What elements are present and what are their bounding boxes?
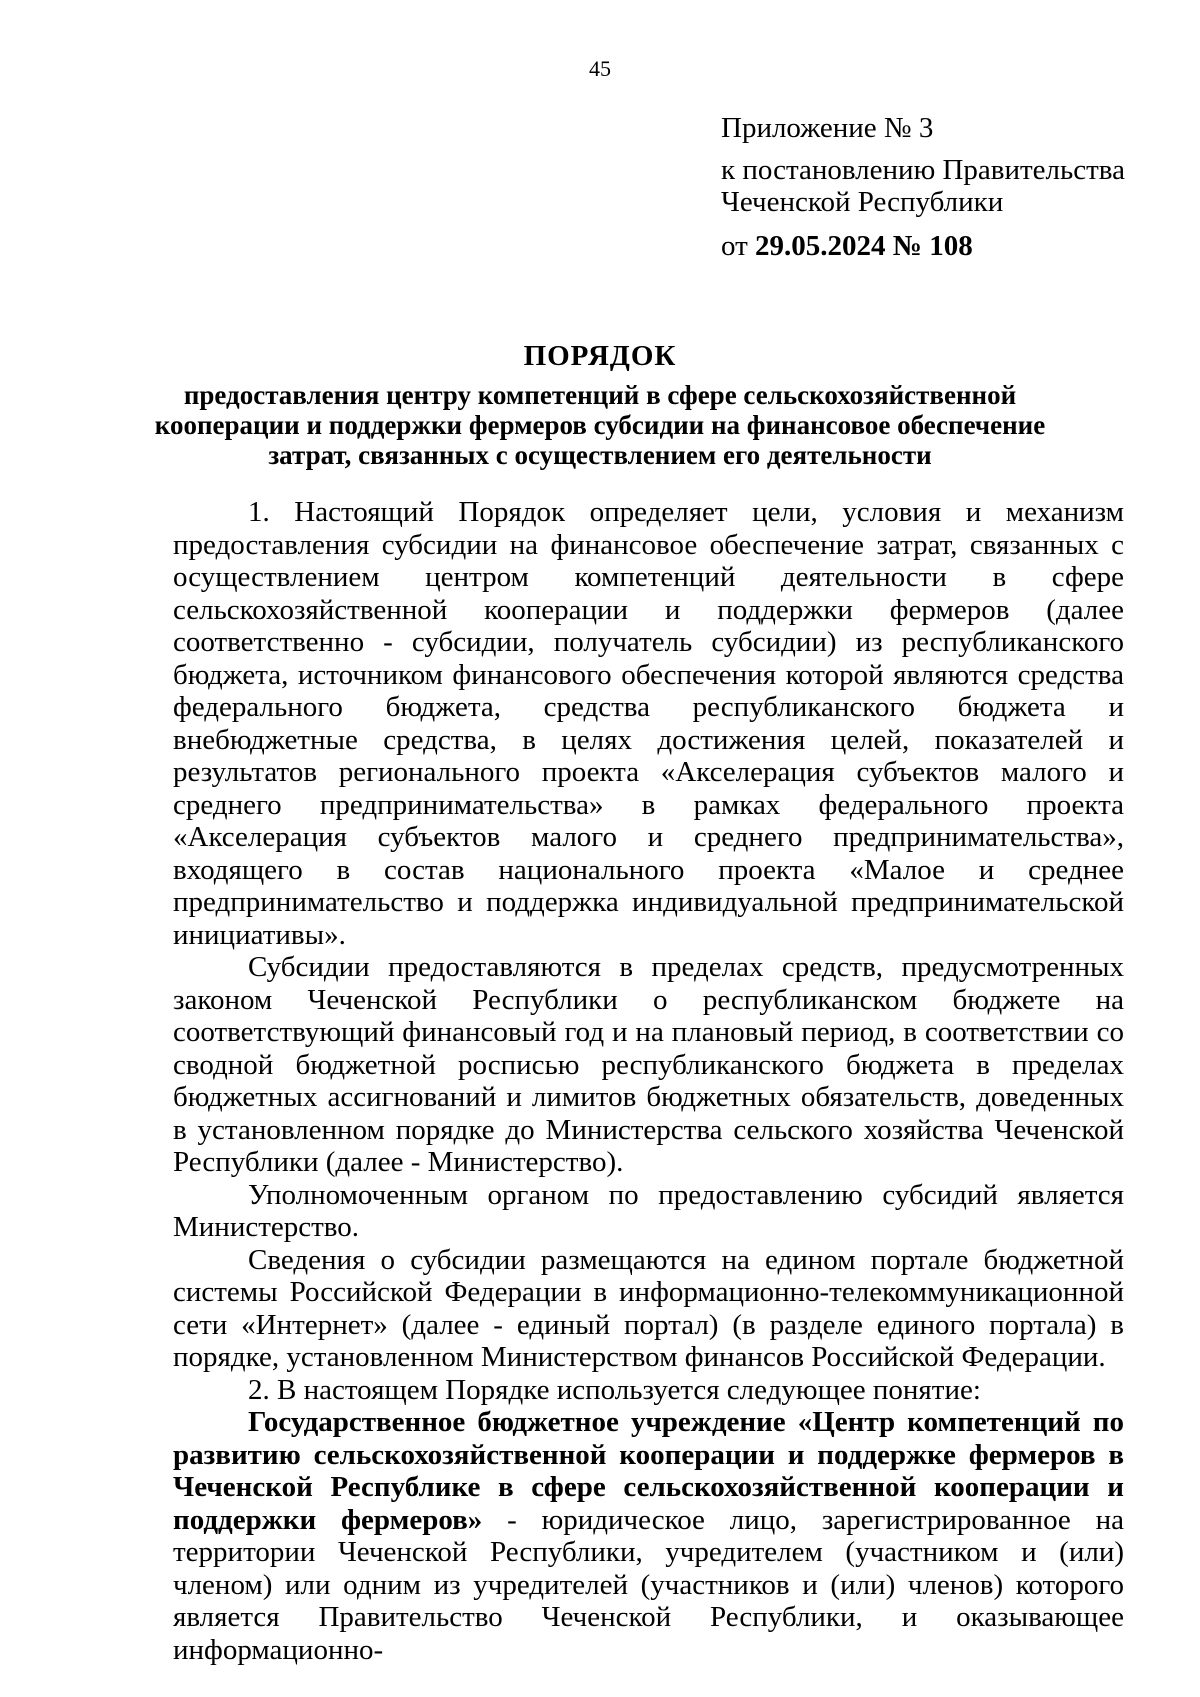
term-definition-rest: - юридическое лицо, зарегистрированное на территории Чеченской Республики, учредителем (участником и (или) членом) или одним из учредителей (участников и (или) членов) которого является Правительство Чеченской Республики, и оказывающее информационно-: [173, 1503, 1124, 1666]
page-number: 45: [589, 56, 611, 81]
paragraph-2: Субсидии предоставляются в пределах средств, предусмотренных законом Чеченской Республики о республиканском бюджете на соответствующий финансовый год и на плановый период, в соответствии со сводной бюджетной росписью республиканского бюджета в пределах бюджетных ассигнований и лимитов бюджетных обязательств, доведенных в установленном порядке до Министерства сельского хозяйства Чеченской Республики (далее - Министерство).: [173, 951, 1124, 1178]
term-definition-bold: Государственное бюджетное учреждение «Центр компетенций по развитию сельскохозяйственной кооперации и поддержке фермеров в Чеченской Республике в сфере сельскохозяйственной кооперации и поддержки фермеров»: [173, 1406, 1124, 1536]
document-title: ПОРЯДОК: [523, 340, 677, 372]
appendix-line-2: Чеченской Республики: [721, 186, 1004, 218]
appendix-date: [721, 230, 1181, 262]
appendix-date-value: 29.05.2024 № 108: [755, 230, 973, 262]
document-subtitle: предоставления центру компетенций в сфере сельскохозяйственной кооперации и поддержки фермеров субсидии на финансовое обеспечение затрат, связанных с осуществлением его деятельности: [154, 380, 1046, 470]
paragraph-3: Уполномоченным органом по предоставлению субсидий является Министерство.: [173, 1178, 1124, 1243]
paragraph-5: 2. В настоящем Порядке используется следующее понятие:: [248, 1373, 981, 1406]
appendix-date-prefix: от: [721, 230, 756, 262]
document-body: [173, 496, 1124, 1666]
paragraph-6: [173, 1406, 1124, 1666]
appendix-line-1: к постановлению Правительства: [721, 154, 1125, 186]
appendix-title: Приложение № 3: [721, 112, 934, 144]
appendix-block: [721, 112, 1181, 262]
paragraph-1: 1. Настоящий Порядок определяет цели, условия и механизм предоставления субсидии на финансовое обеспечение затрат, связанных с осуществлением центром компетенций деятельности в сфере сельскохозяйственной кооперации и поддержки фермеров (далее соответственно - субсидии, получатель субсидии) из республиканского бюджета, источником финансового обеспечения которой являются средства федерального бюджета, средства республиканского бюджета и внебюджетные средства, в целях достижения целей, показателей и результатов регионального проекта «Акселерация субъектов малого и среднего предпринимательства» в рамках федерального проекта «Акселерация субъектов малого и среднего предпринимательства», входящего в состав национального проекта «Малое и среднее предпринимательство и поддержка индивидуальной предпринимательской инициативы».: [173, 496, 1124, 951]
paragraph-4: Сведения о субсидии размещаются на едином портале бюджетной системы Российской Федерации в информационно-телекоммуникационной сети «Интернет» (далее - единый портал) (в разделе единого портала) в порядке, установленном Министерством финансов Российской Федерации.: [173, 1243, 1124, 1373]
